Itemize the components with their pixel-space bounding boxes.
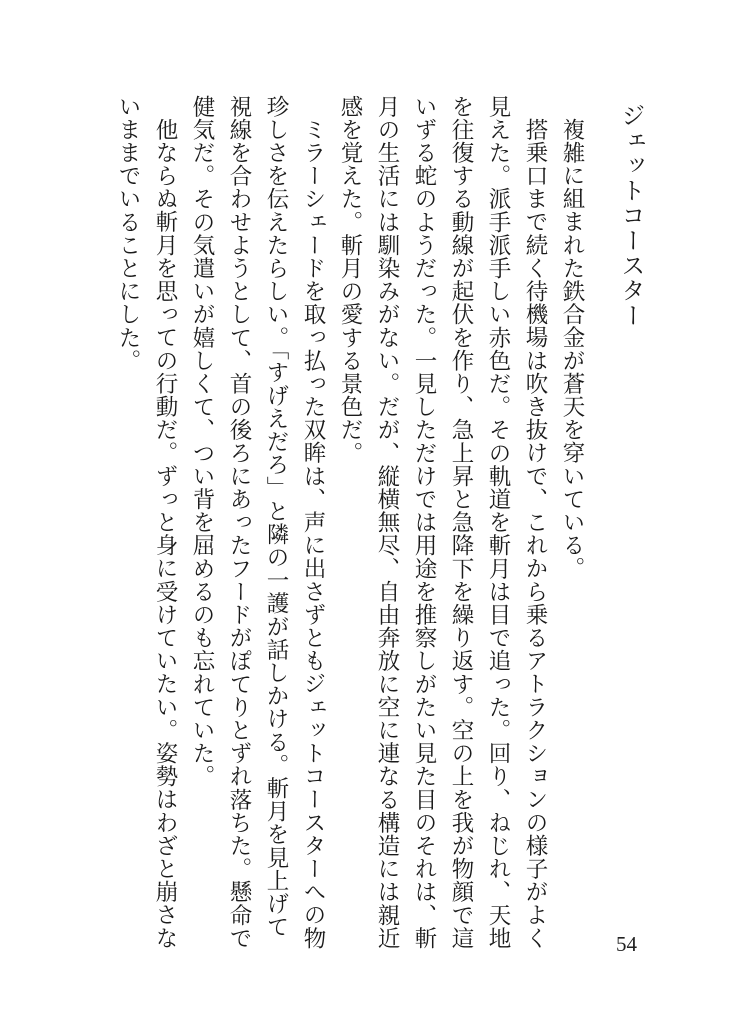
chapter-title: ジェットコースター xyxy=(617,103,645,328)
paragraph-3: ミラーシェードを取っ払った双眸は、声に出さずともジェットコースターへの物珍しさを伝えたらしい。「すげえだろ」と隣の一護が話しかける。斬月を見上げて視線を合わせようとして、首の後ろにあったフードがぽてりとずれ落ちた。懸命で健気だ。その気遣いが嬉しくて、つい背を屈めるのも忘れていた。 xyxy=(189,95,326,950)
paragraph-1: 複雑に組まれた鉄合金が蒼天を穿いている。 xyxy=(559,117,585,580)
paragraph-4: 他ならぬ斬月を思っての行動だ。ずっと身に受けていたい。姿勢はわざと崩さないままでいることにした。 xyxy=(115,95,178,950)
body-text xyxy=(109,95,590,955)
paragraph-2: 搭乗口まで続く待機場は吹き抜けで、これから乗るアトラクションの様子がよく見えた。派手派手しい赤色だ。その軌道を斬月は目で追った。回り、ねじれ、天地を往復する動線が起伏を作り、急上昇と急降下を繰り返す。空の上を我が物顔で這いずる蛇のようだった。一見しただけでは用途を推察しがたい見た目のそれは、斬月の生活には馴染みがない。だが、縦横無尽、自由奔放に空に連なる構造には親近感を覚えた。斬月の愛する景色だ。 xyxy=(337,95,548,950)
page-number: 54 xyxy=(616,932,637,956)
vertical-text-block xyxy=(109,95,648,955)
